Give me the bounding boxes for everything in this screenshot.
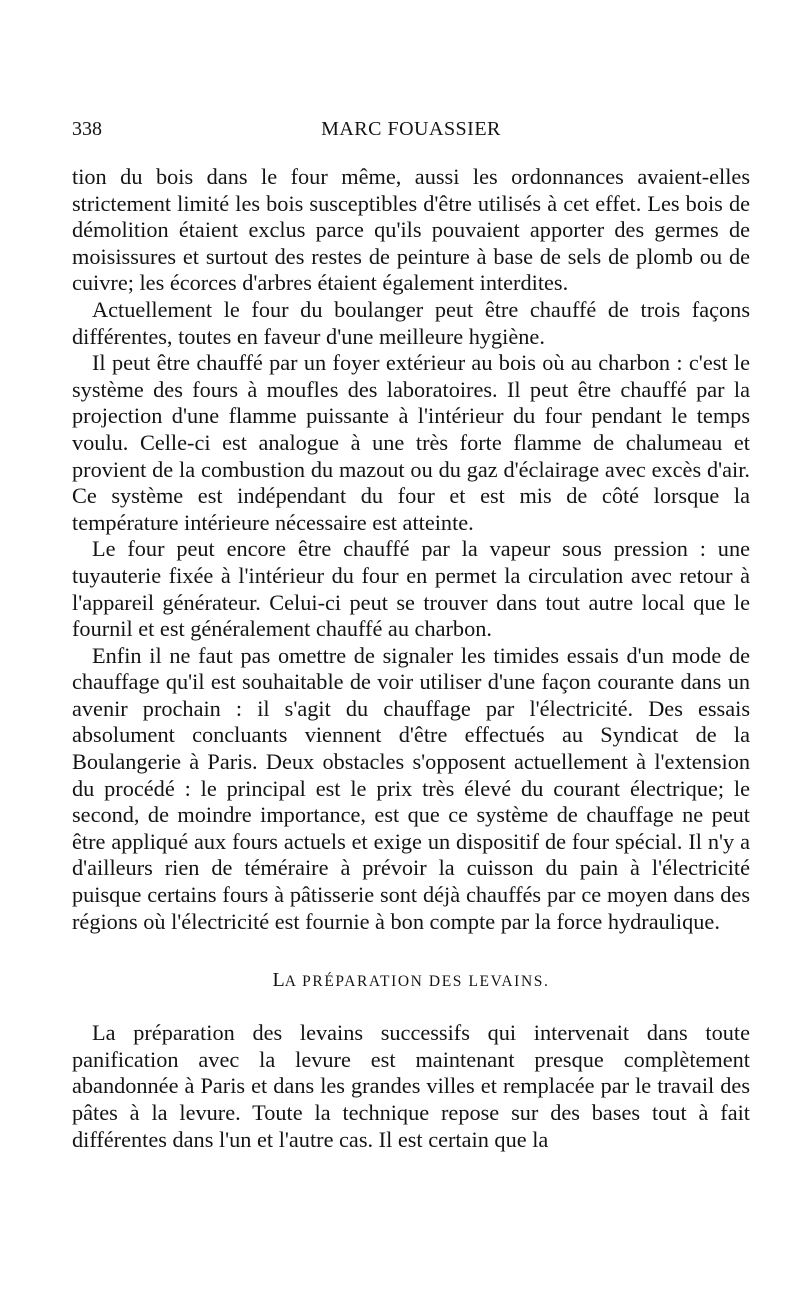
paragraph: Actuellement le four du boulanger peut être chauffé de trois façons différentes, toutes en faveur d'une meilleure hygiène. (72, 296, 750, 349)
body-text (72, 164, 750, 1153)
section-heading-text: A PRÉPARATION DES LEVAINS. (284, 973, 550, 991)
paragraph: Enfin il ne faut pas omettre de signaler les timides essais d'un mode de chauffage qu'il est souhaitable de voir utiliser d'une façon courante dans un avenir prochain : il s'agit du chauffage par l'électricité. Des essais absolument concluants viennent d'être effectués au Syndicat de la Boulangerie à Paris. Deux obstacles s'opposent actuellement à l'extension du procédé : le principal est le prix très élevé du courant électrique; le second, de moindre importance, est que ce système de chauffage ne peut être appliqué aux fours actuels et exige un dispositif de four spécial. Il n'y a d'ailleurs rien de téméraire à prévoir la cuisson du pain à l'électricité puisque certains fours à pâtisserie sont déjà chauffés par ce moyen dans des régions où l'électricité est fournie à bon compte par la force hydraulique. (72, 642, 750, 934)
paragraph: Le four peut encore être chauffé par la vapeur sous pression : une tuyauterie fixée à l'intérieur du four en permet la circulation avec retour à l'appareil générateur. Celui-ci peut se trouver dans tout autre local que le fournil et est généralement chauffé au charbon. (72, 536, 750, 642)
section-heading-initial: L (272, 969, 285, 992)
section-heading (72, 969, 750, 992)
paragraph: Il peut être chauffé par un foyer extérieur au bois où au charbon : c'est le système des fours à moufles des laboratoires. Il peut être chauffé par la projection d'une flamme puissante à l'intérieur du four pendant le temps voulu. Celle-ci est analogue à une très forte flamme de chalumeau et provient de la combustion du mazout ou du gaz d'éclairage avec excès d'air. Ce système est indépendant du four et est mis de côté lorsque la température intérieure nécessaire est atteinte. (72, 350, 750, 535)
running-title: MARC FOUASSIER (321, 118, 501, 140)
paragraph: La préparation des levains successifs qui intervenait dans toute panification avec la levure est maintenant presque complètement abandonnée à Paris et dans les grandes villes et remplacée par le travail des pâtes à la levure. Toute la technique repose sur des bases tout à fait différentes dans l'un et l'autre cas. Il est certain que la (72, 1020, 750, 1152)
running-head (72, 118, 750, 148)
paragraph-continued: tion du bois dans le four même, aussi les ordonnances avaient-elles strictement limité les bois susceptibles d'être utilisés à cet effet. Les bois de démolition étaient exclus parce qu'ils pouvaient apporter des germes de moisissures et surtout des restes de peinture à base de sels de plomb ou de cuivre; les écorces d'arbres étaient également interdites. (72, 164, 750, 296)
page-number: 338 (72, 118, 102, 140)
